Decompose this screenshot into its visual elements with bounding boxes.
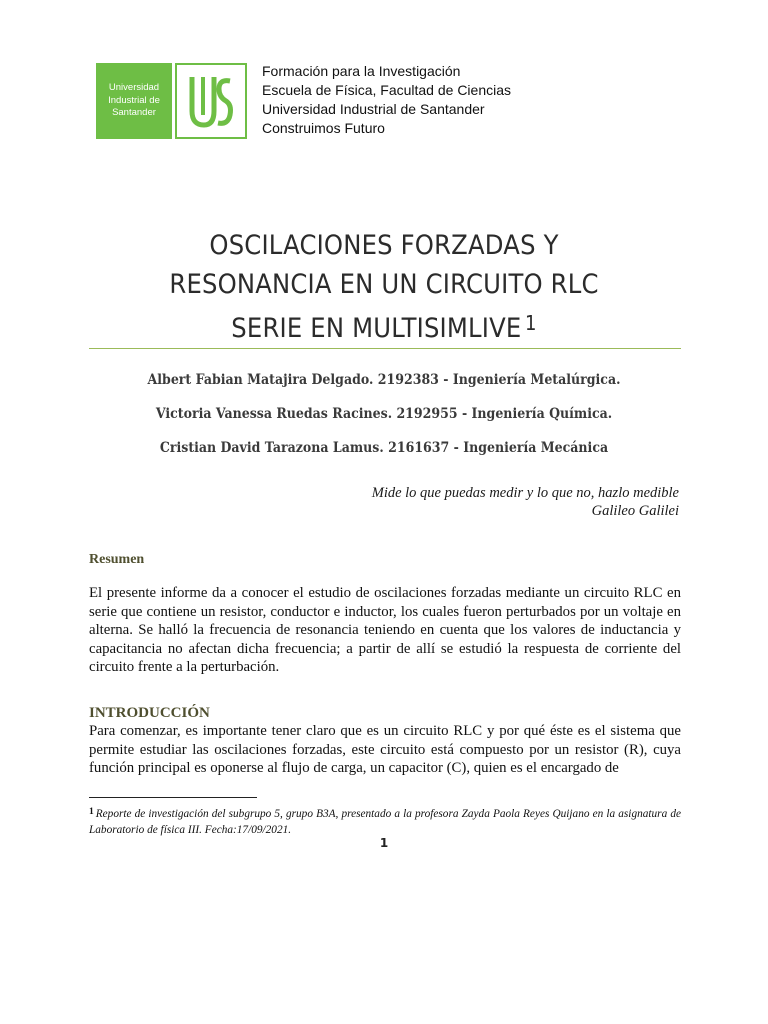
page-number: 1: [379, 836, 389, 850]
paper-title: [92, 226, 675, 348]
footnote-mark: 1: [89, 807, 94, 817]
author-line: Victoria Vanessa Ruedas Racines. 2192955 - Ingeniería Química.: [155, 406, 613, 422]
title-line: OSCILACIONES FORZADAS Y: [209, 230, 559, 261]
header-line: Formación para la Investigación: [262, 63, 461, 79]
epigraph: [372, 484, 679, 520]
author-line: Cristian David Tarazona Lamus. 2161637 - Ingeniería Mecánica: [159, 440, 609, 456]
title-divider: [89, 348, 681, 349]
footnote-divider: [89, 797, 257, 798]
header-line: Escuela de Física, Facultad de Ciencias: [262, 82, 512, 98]
logo-text-line: Universidad: [108, 82, 160, 94]
abstract-heading: Resumen: [89, 552, 145, 567]
header-line: Universidad Industrial de Santander: [262, 101, 485, 117]
epigraph-author: Galileo Galilei: [591, 503, 679, 519]
logo-text-line: Industrial de: [108, 94, 160, 106]
epigraph-quote: Mide lo que puedas medir y lo que no, hazlo medible: [371, 485, 679, 501]
title-line: RESONANCIA EN UN CIRCUITO RLC: [169, 269, 599, 300]
university-logo: [96, 63, 172, 139]
uis-logo-icon: [175, 63, 247, 139]
author-list: [83, 370, 686, 472]
introduction-heading: INTRODUCCIÓN: [89, 705, 210, 721]
author-line: Albert Fabian Matajira Delgado. 2192383 - Ingeniería Metalúrgica.: [147, 372, 621, 388]
institution-header: [262, 62, 511, 138]
uis-emblem-icon: [186, 71, 236, 131]
footnote-text: Reporte de investigación del subgrupo 5, grupo B3A, presentado a la profesora Zayda Paola Reyes Quijano en la asignatura de Laboratorio de física III. Fecha:17/09/2021.: [89, 808, 681, 836]
introduction-text: Para comenzar, es importante tener claro que es un circuito RLC y por qué éste es el sistema que permite estudiar las oscilaciones forzadas, este circuito está compuesto por un resistor (R), cuya función principal es oponerse al flujo de carga, un capacitor (C), quien es el encargado de: [89, 723, 681, 777]
footnote: [89, 804, 681, 838]
title-line: SERIE EN MULTISIMLIVE: [231, 313, 522, 344]
logo-text-line: Santander: [112, 107, 156, 119]
title-footnote-mark: 1: [525, 311, 537, 335]
abstract-text: El presente informe da a conocer el estudio de oscilaciones forzadas mediante un circuito RLC en serie que contiene un resistor, conductor e inductor, los cuales fueron perturbados por un voltaje en alterna. Se halló la frecuencia de resonancia teniendo en cuenta que los valores de inductancia y capacitancia no afectan dicha frecuencia; a partir de allí se estudió la respuesta de corriente del circuito frente a la perturbación.: [89, 585, 681, 676]
header-line: Construimos Futuro: [262, 120, 385, 136]
